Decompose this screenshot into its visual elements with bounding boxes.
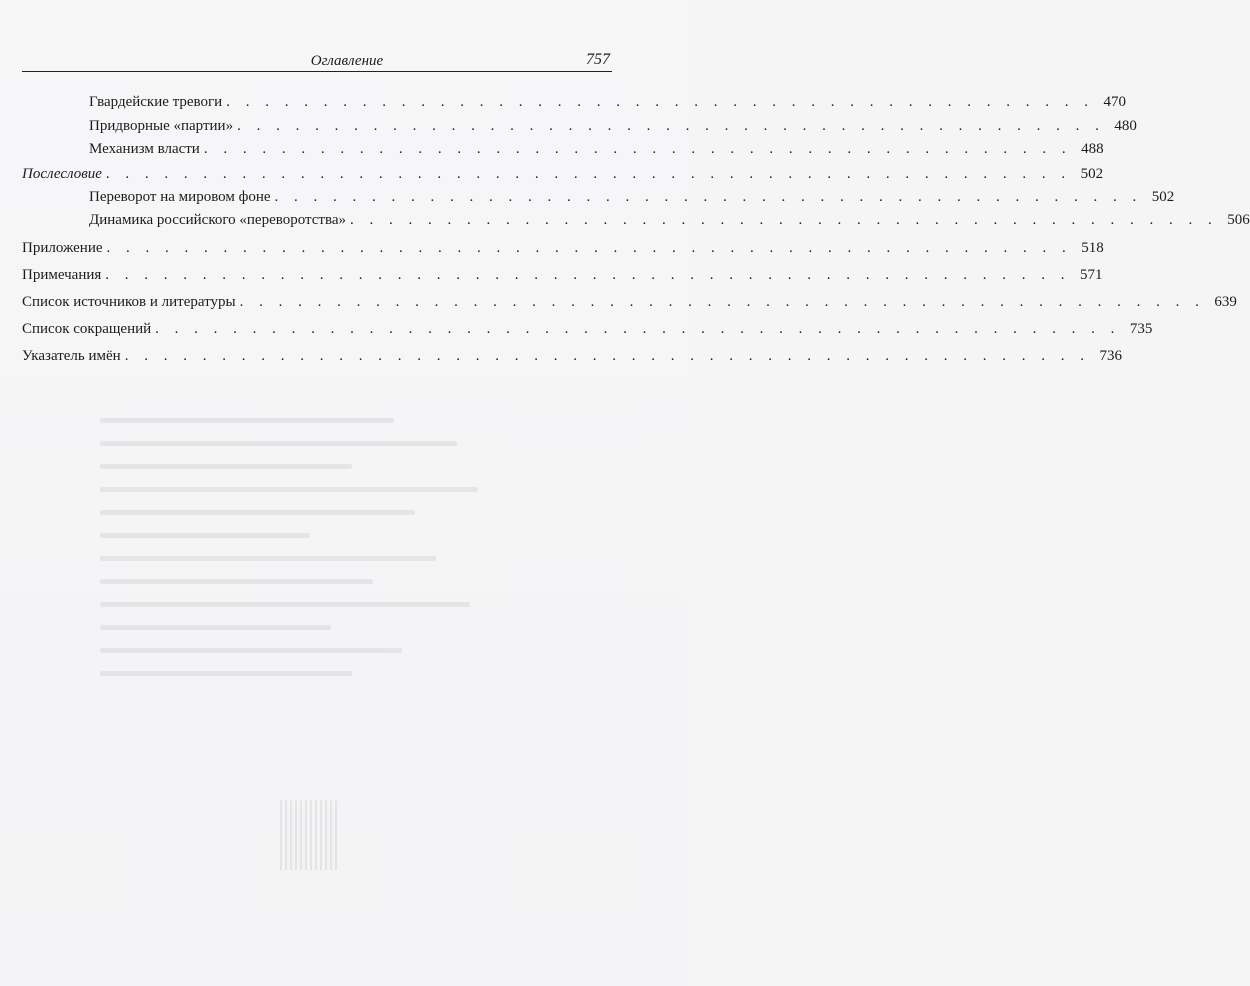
toc-entry-afterword[interactable] <box>22 166 1104 186</box>
toc-leader-dots: . . . . . . . . . . . . . . . . . . . . . . . . . . . . . . . . . . . . . . . . . . . . . <box>226 94 1094 110</box>
toc-leader-dots: . . . . . . . . . . . . . . . . . . . . . . . . . . . . . . . . . . . . . . . . . . . . . . . . . . <box>239 294 1205 310</box>
toc-entry-title: Гвардейские тревоги <box>89 94 223 110</box>
toc-entry-title: Переворот на мировом фоне <box>89 189 271 205</box>
toc-entry-power-mechanism[interactable] <box>89 141 1104 161</box>
bleed-through-texture <box>100 400 520 880</box>
toc-entry-title: Динамика российского «переворотства» <box>89 212 347 228</box>
toc-entry-title: Список сокращений <box>22 321 152 337</box>
toc-entry-page: 571 <box>1080 267 1103 283</box>
toc-entry-page: 736 <box>1099 348 1122 364</box>
toc-entry-title: Список источников и литературы <box>22 294 236 310</box>
toc-entry-guards-alarms[interactable] <box>89 94 1126 114</box>
header-page-number: 757 <box>586 51 610 68</box>
toc-entry-title: Придворные «партии» <box>89 118 234 134</box>
running-header <box>22 49 612 72</box>
toc-leader-dots: . . . . . . . . . . . . . . . . . . . . . . . . . . . . . . . . . . . . . . . . . . . . . <box>203 141 1072 157</box>
toc-leader-dots: . . . . . . . . . . . . . . . . . . . . . . . . . . . . . . . . . . . . . . . . . . . . . . . . . . <box>105 166 1072 182</box>
toc-entry-page: 506 <box>1227 212 1250 228</box>
toc-entry-title: Примечания <box>22 267 102 283</box>
toc-entry-page: 639 <box>1214 294 1237 310</box>
toc-entry-page: 502 <box>1151 189 1175 205</box>
toc-entry-page: 735 <box>1129 321 1153 337</box>
toc-leader-dots: . . . . . . . . . . . . . . . . . . . . . . . . . . . . . . . . . . . . . . . . . . . . . . . . . . <box>105 267 1071 283</box>
toc-leader-dots: . . . . . . . . . . . . . . . . . . . . . . . . . . . . . . . . . . . . . . . . . . . . . <box>350 212 1218 228</box>
toc-entry-title: Указатель имён <box>22 348 121 364</box>
toc-entry-appendix[interactable] <box>22 240 1104 260</box>
toc-leader-dots: . . . . . . . . . . . . . . . . . . . . . . . . . . . . . . . . . . . . . . . . . . . . . . . . . . <box>124 348 1090 364</box>
toc-entry-title: Механизм власти <box>89 141 200 157</box>
toc-leader-dots: . . . . . . . . . . . . . . . . . . . . . . . . . . . . . . . . . . . . . . . . . . . . . <box>274 189 1143 205</box>
toc-leader-dots: . . . . . . . . . . . . . . . . . . . . . . . . . . . . . . . . . . . . . . . . . . . . . <box>237 118 1105 134</box>
toc-entry-page: 480 <box>1114 118 1137 134</box>
barcode-ghost <box>280 800 340 870</box>
toc-entry-coup-world[interactable] <box>89 189 1175 209</box>
toc-entry-page: 488 <box>1081 141 1104 157</box>
toc-entry-court-parties[interactable] <box>89 118 1137 138</box>
toc-leader-dots: . . . . . . . . . . . . . . . . . . . . . . . . . . . . . . . . . . . . . . . . . . . . . . . . . . <box>106 240 1072 256</box>
toc-entry-page: 518 <box>1081 240 1104 256</box>
header-title: Оглавление <box>310 53 384 69</box>
toc-entry-page: 502 <box>1080 166 1104 182</box>
toc-entry-title: Послесловие <box>22 166 102 182</box>
toc-entry-dynamics[interactable] <box>89 212 1250 232</box>
toc-leader-dots: . . . . . . . . . . . . . . . . . . . . . . . . . . . . . . . . . . . . . . . . . . . . . . . . . . <box>155 321 1121 337</box>
toc-entry-abbreviations[interactable] <box>22 321 1153 341</box>
toc-entry-name-index[interactable] <box>22 348 1122 368</box>
toc-entry-page: 470 <box>1103 94 1126 110</box>
toc-entry-notes[interactable] <box>22 267 1103 287</box>
toc-entry-sources[interactable] <box>22 294 1237 314</box>
toc-entry-title: Приложение <box>22 240 103 256</box>
